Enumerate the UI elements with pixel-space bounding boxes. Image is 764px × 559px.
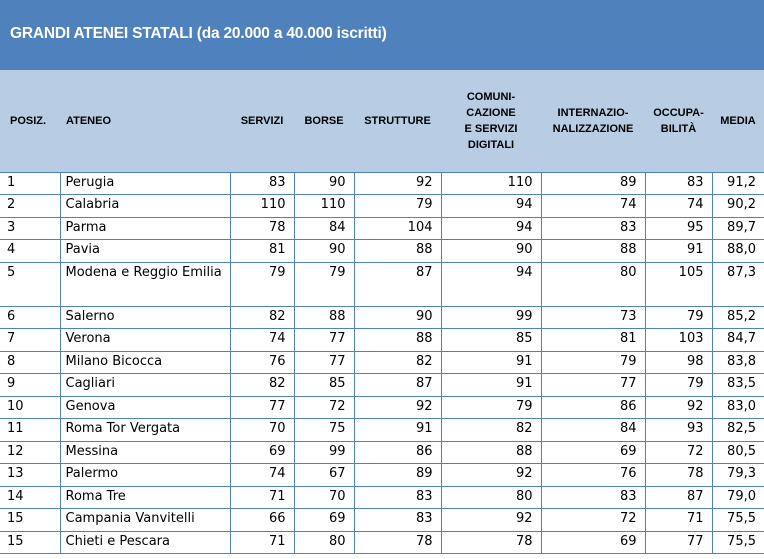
cell-ateneo: Parma [60, 217, 230, 240]
cell-ateneo: Roma Tor Vergata [60, 419, 230, 442]
cell-media: 87,3 [712, 262, 764, 306]
cell-strutture: 83 [354, 509, 441, 532]
cell-internazionalizzazione: 74 [541, 195, 645, 218]
cell-strutture: 92 [354, 396, 441, 419]
cell-ateneo: Perugia [60, 172, 230, 195]
cell-posizione: 6 [0, 306, 60, 329]
cell-occupabilita: 77 [645, 531, 712, 554]
cell-ateneo: Genova [60, 396, 230, 419]
cell-strutture: 104 [354, 217, 441, 240]
cell-internazionalizzazione: 69 [541, 531, 645, 554]
header-ateneo[interactable]: ATENEO [60, 70, 230, 172]
cell-occupabilita: 78 [645, 464, 712, 487]
cell-internazionalizzazione: 83 [541, 217, 645, 240]
cell-posizione: 10 [0, 396, 60, 419]
table-title-bar [0, 0, 764, 70]
cell-posizione: 13 [0, 464, 60, 487]
cell-posizione: 2 [0, 195, 60, 218]
cell-servizi: 81 [230, 240, 294, 263]
table-row [0, 441, 764, 464]
ranking-table [0, 70, 764, 554]
cell-servizi: 82 [230, 306, 294, 329]
cell-internazionalizzazione: 88 [541, 240, 645, 263]
cell-ateneo: Chieti e Pescara [60, 531, 230, 554]
cell-ateneo: Messina [60, 441, 230, 464]
cell-posizione: 12 [0, 441, 60, 464]
cell-ateneo: Roma Tre [60, 486, 230, 509]
cell-posizione: 11 [0, 419, 60, 442]
cell-media: 89,7 [712, 217, 764, 240]
cell-occupabilita: 87 [645, 486, 712, 509]
cell-internazionalizzazione: 73 [541, 306, 645, 329]
cell-comunicazione: 80 [441, 486, 541, 509]
cell-strutture: 88 [354, 240, 441, 263]
cell-comunicazione: 92 [441, 509, 541, 532]
header-row [0, 70, 764, 172]
table-row [0, 531, 764, 554]
cell-comunicazione: 88 [441, 441, 541, 464]
cell-internazionalizzazione: 80 [541, 262, 645, 306]
cell-posizione: 15 [0, 531, 60, 554]
cell-comunicazione: 85 [441, 329, 541, 352]
cell-borse: 75 [294, 419, 354, 442]
header-servizi[interactable]: SERVIZI [230, 70, 294, 172]
cell-strutture: 86 [354, 441, 441, 464]
cell-media: 91,2 [712, 172, 764, 195]
cell-internazionalizzazione: 84 [541, 419, 645, 442]
table-row [0, 509, 764, 532]
cell-occupabilita: 83 [645, 172, 712, 195]
cell-posizione: 1 [0, 172, 60, 195]
cell-posizione: 7 [0, 329, 60, 352]
header-occupabilita[interactable]: OCCUPA- BILITÀ [645, 70, 712, 172]
cell-strutture: 87 [354, 262, 441, 306]
cell-posizione: 3 [0, 217, 60, 240]
cell-comunicazione: 82 [441, 419, 541, 442]
cell-servizi: 76 [230, 351, 294, 374]
header-comunicazione[interactable]: COMUNI- CAZIONE E SERVIZI DIGITALI [441, 70, 541, 172]
table-row [0, 195, 764, 218]
cell-servizi: 66 [230, 509, 294, 532]
cell-borse: 85 [294, 374, 354, 397]
cell-internazionalizzazione: 86 [541, 396, 645, 419]
table-row [0, 329, 764, 352]
cell-occupabilita: 103 [645, 329, 712, 352]
cell-strutture: 87 [354, 374, 441, 397]
cell-strutture: 88 [354, 329, 441, 352]
cell-internazionalizzazione: 89 [541, 172, 645, 195]
table-row [0, 419, 764, 442]
cell-servizi: 74 [230, 464, 294, 487]
table-title: GRANDI ATENEI STATALI (da 20.000 a 40.000 iscritti) [10, 25, 387, 42]
cell-posizione: 5 [0, 262, 60, 306]
header-borse[interactable]: BORSE [294, 70, 354, 172]
cell-borse: 67 [294, 464, 354, 487]
cell-borse: 90 [294, 240, 354, 263]
table-row [0, 240, 764, 263]
cell-internazionalizzazione: 81 [541, 329, 645, 352]
header-internazionalizzazione[interactable]: INTERNAZIO- NALIZZAZIONE [541, 70, 645, 172]
cell-comunicazione: 79 [441, 396, 541, 419]
cell-strutture: 82 [354, 351, 441, 374]
cell-occupabilita: 79 [645, 306, 712, 329]
table-row [0, 486, 764, 509]
cell-media: 85,2 [712, 306, 764, 329]
cell-strutture: 83 [354, 486, 441, 509]
header-posizione[interactable]: POSIZ. [0, 70, 60, 172]
cell-borse: 72 [294, 396, 354, 419]
cell-strutture: 79 [354, 195, 441, 218]
cell-comunicazione: 91 [441, 374, 541, 397]
cell-strutture: 90 [354, 306, 441, 329]
cell-internazionalizzazione: 72 [541, 509, 645, 532]
cell-media: 83,5 [712, 374, 764, 397]
cell-servizi: 82 [230, 374, 294, 397]
cell-internazionalizzazione: 69 [541, 441, 645, 464]
cell-ateneo: Palermo [60, 464, 230, 487]
table-row [0, 262, 764, 306]
cell-borse: 79 [294, 262, 354, 306]
cell-comunicazione: 78 [441, 531, 541, 554]
cell-internazionalizzazione: 76 [541, 464, 645, 487]
cell-servizi: 74 [230, 329, 294, 352]
cell-comunicazione: 90 [441, 240, 541, 263]
cell-borse: 88 [294, 306, 354, 329]
cell-media: 75,5 [712, 509, 764, 532]
cell-media: 83,8 [712, 351, 764, 374]
cell-occupabilita: 92 [645, 396, 712, 419]
cell-posizione: 8 [0, 351, 60, 374]
cell-occupabilita: 72 [645, 441, 712, 464]
cell-ateneo: Pavia [60, 240, 230, 263]
cell-comunicazione: 91 [441, 351, 541, 374]
table-row [0, 464, 764, 487]
cell-ateneo: Cagliari [60, 374, 230, 397]
cell-borse: 69 [294, 509, 354, 532]
cell-occupabilita: 95 [645, 217, 712, 240]
cell-borse: 80 [294, 531, 354, 554]
table-row [0, 306, 764, 329]
cell-media: 79,0 [712, 486, 764, 509]
cell-comunicazione: 99 [441, 306, 541, 329]
cell-occupabilita: 105 [645, 262, 712, 306]
table-row [0, 396, 764, 419]
cell-media: 75,5 [712, 531, 764, 554]
cell-comunicazione: 92 [441, 464, 541, 487]
cell-internazionalizzazione: 77 [541, 374, 645, 397]
cell-comunicazione: 94 [441, 217, 541, 240]
cell-occupabilita: 91 [645, 240, 712, 263]
cell-ateneo: Verona [60, 329, 230, 352]
cell-comunicazione: 94 [441, 262, 541, 306]
table-row [0, 374, 764, 397]
cell-posizione: 15 [0, 509, 60, 532]
cell-borse: 70 [294, 486, 354, 509]
cell-posizione: 4 [0, 240, 60, 263]
header-media[interactable]: MEDIA [712, 70, 764, 172]
cell-borse: 90 [294, 172, 354, 195]
cell-media: 79,3 [712, 464, 764, 487]
cell-occupabilita: 98 [645, 351, 712, 374]
header-strutture[interactable]: STRUTTURE [354, 70, 441, 172]
cell-internazionalizzazione: 79 [541, 351, 645, 374]
cell-borse: 99 [294, 441, 354, 464]
cell-servizi: 77 [230, 396, 294, 419]
cell-media: 82,5 [712, 419, 764, 442]
cell-occupabilita: 79 [645, 374, 712, 397]
cell-occupabilita: 74 [645, 195, 712, 218]
cell-borse: 110 [294, 195, 354, 218]
cell-servizi: 69 [230, 441, 294, 464]
cell-media: 83,0 [712, 396, 764, 419]
cell-servizi: 71 [230, 486, 294, 509]
cell-strutture: 92 [354, 172, 441, 195]
cell-strutture: 91 [354, 419, 441, 442]
cell-media: 84,7 [712, 329, 764, 352]
cell-ateneo: Campania Vanvitelli [60, 509, 230, 532]
cell-borse: 84 [294, 217, 354, 240]
table-body [0, 172, 764, 554]
cell-servizi: 78 [230, 217, 294, 240]
table-row [0, 217, 764, 240]
cell-borse: 77 [294, 329, 354, 352]
cell-comunicazione: 94 [441, 195, 541, 218]
cell-media: 90,2 [712, 195, 764, 218]
cell-internazionalizzazione: 83 [541, 486, 645, 509]
cell-occupabilita: 93 [645, 419, 712, 442]
cell-ateneo: Milano Bicocca [60, 351, 230, 374]
cell-posizione: 9 [0, 374, 60, 397]
cell-strutture: 89 [354, 464, 441, 487]
cell-servizi: 70 [230, 419, 294, 442]
cell-servizi: 71 [230, 531, 294, 554]
cell-ateneo: Modena e Reggio Emilia [60, 262, 230, 306]
table-row [0, 351, 764, 374]
cell-media: 80,5 [712, 441, 764, 464]
cell-occupabilita: 71 [645, 509, 712, 532]
cell-servizi: 83 [230, 172, 294, 195]
cell-strutture: 78 [354, 531, 441, 554]
cell-ateneo: Calabria [60, 195, 230, 218]
table-row [0, 172, 764, 195]
cell-servizi: 79 [230, 262, 294, 306]
cell-servizi: 110 [230, 195, 294, 218]
cell-posizione: 14 [0, 486, 60, 509]
cell-comunicazione: 110 [441, 172, 541, 195]
cell-borse: 77 [294, 351, 354, 374]
cell-ateneo: Salerno [60, 306, 230, 329]
cell-media: 88,0 [712, 240, 764, 263]
